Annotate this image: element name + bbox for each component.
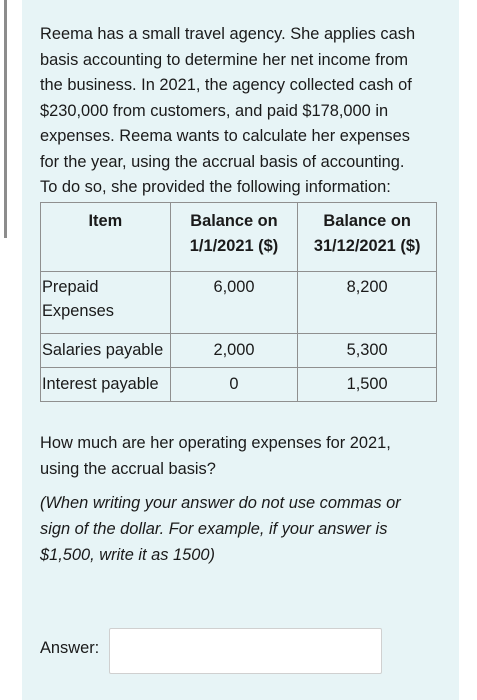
cell-balance-end: 1,500: [298, 368, 437, 402]
header-item: [41, 203, 171, 272]
header-balance-end: [298, 203, 437, 272]
cell-balance-start: 6,000: [170, 272, 298, 334]
header-item-label: Item: [88, 212, 123, 230]
cell-balance-start: 2,000: [170, 334, 298, 368]
answer-label: Answer:: [40, 639, 100, 657]
cell-item-line1: Prepaid: [42, 278, 99, 296]
cell-item: [41, 272, 171, 334]
cell-balance-end: 5,300: [298, 334, 437, 368]
header-balance-start-line2: 1/1/2021 ($): [189, 237, 279, 255]
cell-item: Interest payable: [41, 368, 171, 402]
prompt-line1: How much are her operating expenses for 2021,: [40, 434, 391, 452]
question-line: To do so, she provided the following information:: [40, 178, 391, 196]
question-line: the business. In 2021, the agency collected cash of: [40, 76, 412, 94]
note-line1: (When writing your answer do not use commas or: [40, 494, 401, 512]
cell-balance-start: 0: [170, 368, 298, 402]
note-line2: sign of the dollar. For example, if your answer is: [40, 520, 388, 538]
header-balance-end-line1: Balance on: [323, 212, 411, 230]
answer-input[interactable]: [109, 628, 382, 674]
header-balance-start-line1: Balance on: [190, 212, 278, 230]
question-line: basis accounting to determine her net income from: [40, 50, 409, 69]
table-header-row: [41, 203, 437, 272]
question-line: $230,000 from customers, and paid $178,000 in: [40, 101, 389, 120]
table-row: [41, 334, 437, 368]
balance-table: [40, 202, 437, 402]
question-line: Reema has a small travel agency. She applies cash: [40, 25, 416, 43]
prompt-line2: using the accrual basis?: [40, 460, 216, 478]
table-row: [41, 368, 437, 402]
cell-item: Salaries payable: [41, 334, 171, 368]
cell-item-line2: Expenses: [42, 302, 114, 320]
note-line3: $1,500, write it as 1500): [40, 546, 215, 564]
header-balance-start: [170, 203, 298, 272]
question-prompt: [40, 430, 445, 482]
question-line: for the year, using the accrual basis of accounting.: [40, 152, 405, 171]
scroll-indicator-bar: [4, 0, 7, 238]
question-text: [40, 22, 445, 201]
cell-balance-end: 8,200: [298, 272, 437, 334]
table-row: [41, 272, 437, 334]
answer-format-note: [40, 490, 445, 568]
header-balance-end-line2: 31/12/2021 ($): [313, 237, 421, 255]
question-line: expenses. Reema wants to calculate her expenses: [40, 127, 410, 145]
